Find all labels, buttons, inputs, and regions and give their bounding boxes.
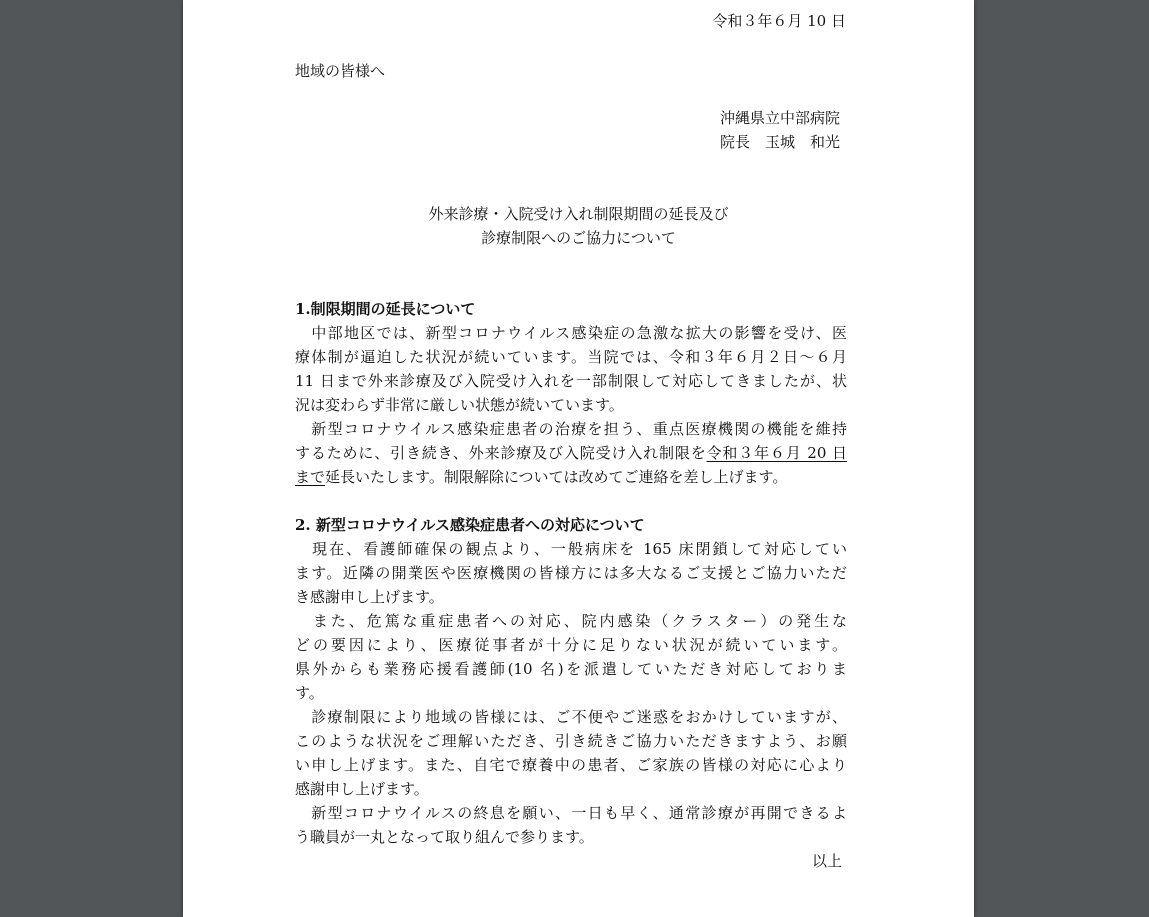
section-2-line: どの要因により、医療従事者が十分に足りない状況が続いています。: [295, 636, 847, 654]
section-1-line: 況は変わらず非常に厳しい状態が続いています。: [295, 396, 624, 414]
document-date: 令和３年６月 10 日: [712, 12, 846, 30]
section-2-line: 現在、看護師確保の観点より、一般病床を 165 床閉鎖して対応してい: [295, 540, 847, 558]
section-1-text: 延長いたします。制限解除については改めてご連絡を差し上げます。: [325, 468, 788, 486]
section-2-line: う職員が一丸となって取り組んで参ります。: [295, 828, 594, 846]
section-2-line: い申し上げます。また、自宅で療養中の患者、ご家族の皆様の対応に心より: [295, 756, 847, 774]
section-2-line: 県外からも業務応援看護師(10 名)を派遣していただき対応しておりま: [295, 660, 847, 678]
section-1-line: [295, 442, 847, 463]
section-1-line: 中部地区では、新型コロナウイルス感染症の急激な拡大の影響を受け、医: [295, 324, 847, 342]
section-1-line: [295, 466, 847, 487]
section-2-line: 診療制限により地域の皆様には、ご不便やご迷惑をおかけしていますが、: [295, 708, 847, 726]
extended-end-date-suffix: まで: [295, 468, 326, 486]
section-1-heading: 1.制限期間の延長について: [295, 300, 476, 318]
document-title-line-2: 診療制限へのご協力について: [481, 229, 676, 247]
closing-mark: 以上: [811, 852, 842, 870]
extended-end-date: 令和３年６月 20 日: [706, 444, 848, 462]
document-title-line-1: 外来診療・入院受け入れ制限期間の延長及び: [428, 205, 729, 223]
section-2-line: き感謝申し上げます。: [295, 588, 444, 606]
sender-name: 院長 玉城 和光: [719, 133, 840, 151]
section-2-line: す。: [295, 684, 324, 702]
section-2-heading: 2. 新型コロナウイルス感染症患者への対応について: [295, 516, 645, 534]
section-2-line: ます。近隣の開業医や医療機関の皆様方には多大なるご支援とご協力いただ: [295, 564, 847, 582]
section-1-line: 11 日まで外来診療及び入院受け入れを一部制限して対応してきましたが、状: [295, 372, 847, 390]
section-2-line: また、危篤な重症患者への対応、院内感染（クラスター）の発生な: [295, 612, 847, 630]
section-2-line: 新型コロナウイルスの終息を願い、一日も早く、通常診療が再開できるよ: [295, 804, 847, 822]
sender-organization: 沖縄県立中部病院: [719, 109, 840, 127]
section-2-line: このような状況をご理解いただき、引き続きご協力いただきますよう、お願: [295, 732, 847, 750]
section-1-text: するために、引き続き、外来診療及び入院受け入れ制限を: [295, 444, 707, 462]
addressee: 地域の皆様へ: [295, 62, 386, 80]
section-2-line: 感謝申し上げます。: [295, 780, 429, 798]
document-page: [183, 0, 974, 917]
section-1-line: 新型コロナウイルス感染症患者の治療を担う、重点医療機関の機能を維持: [295, 420, 847, 438]
section-1-line: 療体制が逼迫した状況が続いています。当院では、令和３年６月２日～６月: [295, 348, 847, 366]
